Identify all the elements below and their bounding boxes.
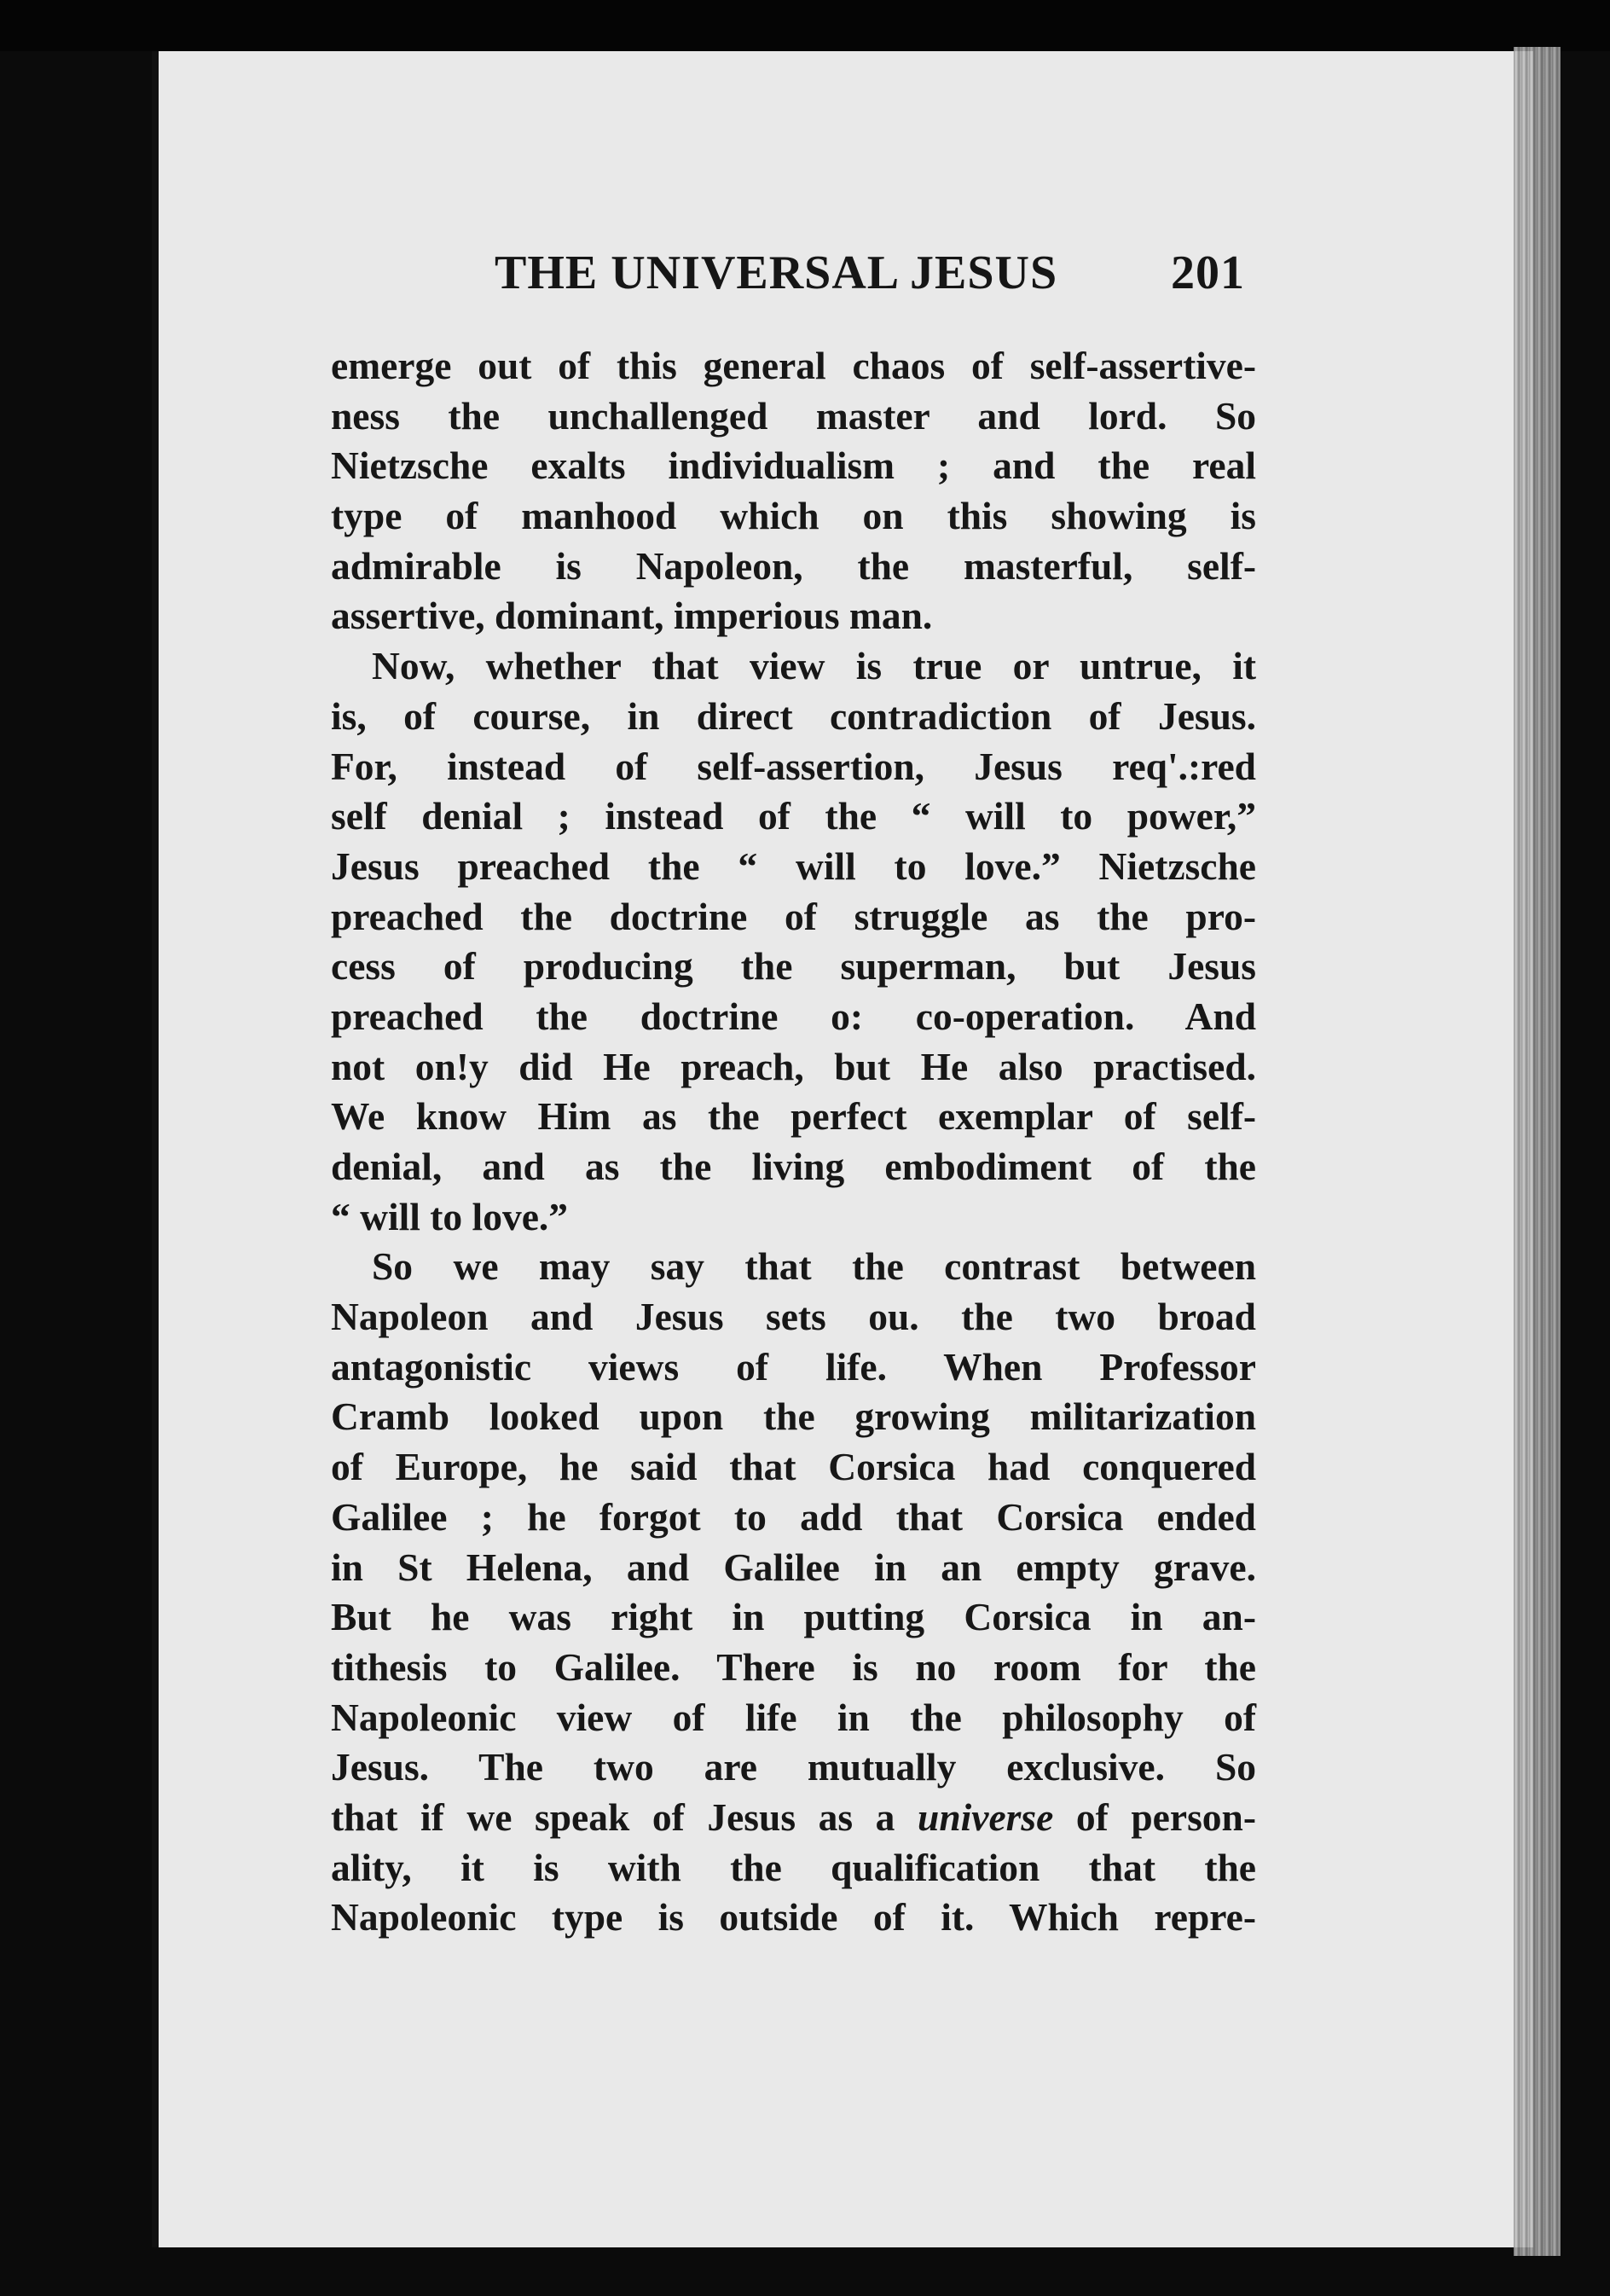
text-line: Galilee ; he forgot to add that Corsica ended [331,1494,1256,1539]
text-line: admirable is Napoleon, the masterful, self- [331,543,1256,588]
text-line: in St Helena, and Galilee in an empty grave. [331,1545,1256,1589]
text-line: For, instead of self-assertion, Jesus req'.:red [331,744,1256,788]
italic-word: universe [918,1794,1054,1839]
text-line: Jesus preached the “ will to love.” Nietzsche [331,844,1256,888]
text-line: But he was right in putting Corsica in an- [331,1595,1256,1639]
text-line: of Europe, he said that Corsica had conquered [331,1445,1256,1489]
text-fragment: that if we speak of Jesus as a [331,1794,918,1839]
text-line: Napoleonic view of life in the philosophy of [331,1695,1256,1739]
text-line: Napoleonic type is outside of it. Which repre- [331,1895,1256,1939]
running-head-title: THE UNIVERSAL JESUS [495,246,1058,299]
text-line: emerge out of this general chaos of self-assertive- [331,344,1256,387]
text-line: “ will to love.” [331,1194,569,1238]
text-line: Napoleon and Jesus sets ou. the two broad [331,1295,1256,1339]
text-line: not on!y did He preach, but He also practised. [331,1044,1256,1088]
text-line-with-italic [331,1793,1256,1843]
text-line: We know Him as the perfect exemplar of self- [331,1094,1256,1139]
page-edge-shadow [1514,47,1561,2256]
text-line: denial, and as the living embodiment of the [331,1145,1256,1188]
running-head [495,246,1245,305]
text-line: preached the doctrine of struggle as the pro- [331,894,1256,938]
top-dark-border [0,0,1610,51]
text-line: ality, it is with the qualification that the [331,1845,1256,1889]
text-line: Now, whether that view is true or untrue, it [372,644,1256,688]
paragraph-2 [331,641,1256,1242]
text-line: Jesus. The two are mutually exclusive. So [331,1745,1256,1789]
text-line: Cramb looked upon the growing militarization [331,1394,1256,1439]
text-line: Nietzsche exalts individualism ; and the real [331,444,1256,488]
body-text [331,341,1256,1943]
text-line: self denial ; instead of the “ will to power,” [331,794,1256,838]
text-fragment: of person- [1053,1794,1256,1839]
text-line: preached the doctrine o: co-operation. And [331,994,1256,1038]
text-line: So we may say that the contrast between [372,1244,1256,1289]
text-line: type of manhood which on this showing is [331,494,1256,538]
text-line: ness the unchallenged master and lord. So [331,393,1256,438]
text-line: is, of course, in direct contradiction of Jesus. [331,693,1256,738]
text-line: cess of producing the superman, but Jesus [331,944,1256,989]
text-line: antagonistic views of life. When Professor [331,1344,1256,1389]
page-number: 201 [1171,246,1245,299]
text-line: tithesis to Galilee. There is no room for the [331,1644,1256,1689]
text-line: assertive, dominant, imperious man. [331,594,933,638]
paragraph-1 [331,341,1256,641]
paragraph-3 [331,1242,1256,1943]
